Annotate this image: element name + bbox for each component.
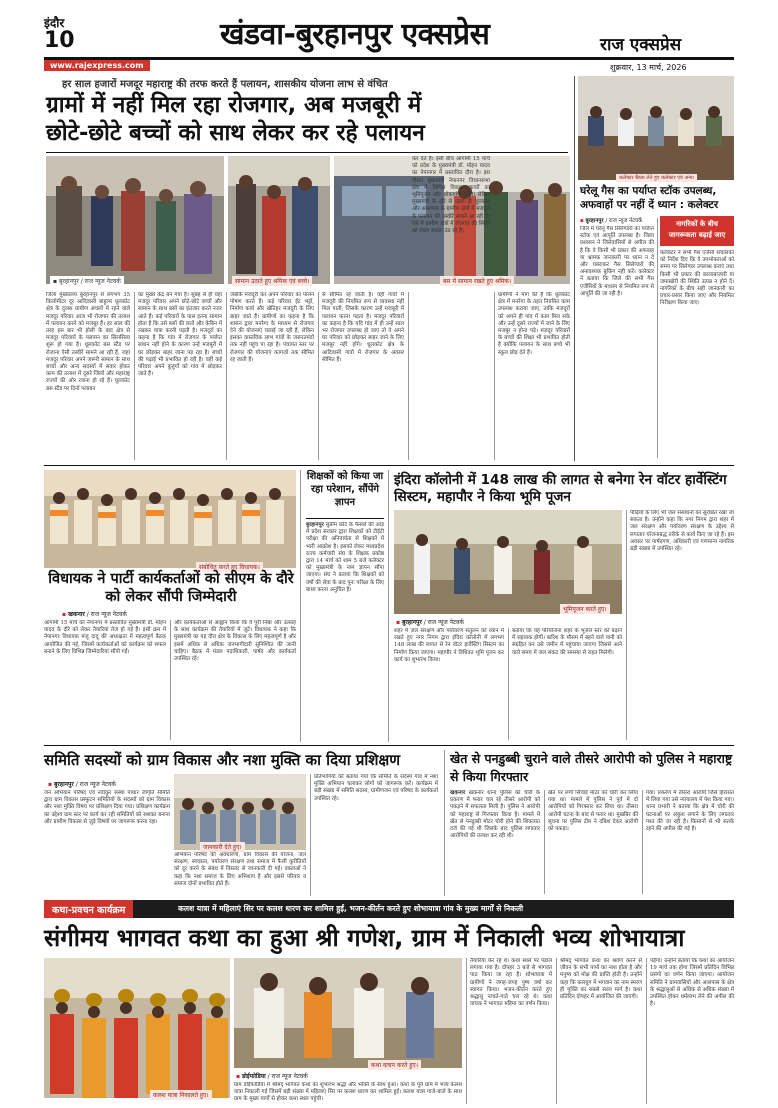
katha-byline: ▪ डोईफोडिया / राज न्यूज नेटवर्क bbox=[236, 1073, 308, 1080]
mla-col-2: और कार्यकर्ताओं से आह्वान किया कि वे पूरी निष्ठा और उत्साह के साथ कार्यक्रम की तैयारियों में जुटें। विधायक ने कहा कि मुख्यमंत्री का यह दौरा क्षेत्र के विकास के लिए महत्वपूर्ण है और इसमें अधिक से अधिक जनभागीदारी सुनिश्चित की जानी चाहिए। बैठक में मंडल पदाधिकारी, पार्षद और कार्यकर्ता उपस्थित रहे। bbox=[174, 620, 296, 663]
mla-byline: ▪ खकनार / राज न्यूज नेटवर्क bbox=[62, 611, 127, 618]
indira-byline-network: राज न्यूज नेटवर्क bbox=[427, 619, 464, 626]
katha-headline: संगीमय भागवत कथा का हुआ श्री गणेश, ग्राम में निकाली भव्य शोभायात्रा bbox=[44, 924, 685, 952]
samiti-headline: समिति सदस्यों को ग्राम विकास और नशा मुक्ति का दिया प्रशिक्षण bbox=[44, 751, 401, 769]
katha-col-1: ग्राम डोईफोडिया में श्रीमद् भागवत कथा का शुभारंभ श्रद्धा और भक्ति के साथ हुआ। कथा के पूर्व ग्राम में भव्य कलश यात्रा निकाली गई जिसमें बड़ी संख्या में महिलाएं सिर पर कलश धारण कर शामिल हुईं। कलश यात्रा गाजे-बाजे के साथ ग्राम के मुख्य मार्गों से होकर कथा स्थल पहुंची। bbox=[234, 1082, 462, 1103]
katha-divider-2 bbox=[556, 958, 557, 1104]
city-label: इंदौर bbox=[44, 16, 65, 30]
lead-col-1: जिला मुख्यालय बुरहानपुर से लगभग 35 किलोमीटर दूर आदिवासी बाहुल्य धूलकोट क्षेत्र के दुरस्थ ग्रामीण अंचलों में रहने वाले मजदूर परिवार आज भी रोजगार की तलाश में पलायन करने को मजबूर हैं। हर साल की तरह इस बार भी होली के बाद क्षेत्र से मजदूर परिवारों के पलायन का सिलसिला शुरू हो गया है। धूलकोट बस स्टैंड पर रोजाना ऐसी तस्वीरें सामने आ रही हैं, जहां मजदूर परिवार अपने जरूरी सामान के साथ बच्चों और अन्य सदस्यों में सवार होकर काम की तलाश में दूसरे जिलों और महाराष्ट्र राज्यों की ओर रवाना हो रहे हैं। धूलकोट बस स्टैंड पर दिनों पलायन bbox=[46, 292, 130, 392]
gas-photo-caption: कलेक्टर बैठक लेते हुए कलेक्टर एवं अन्य। bbox=[616, 174, 697, 182]
mla-photo bbox=[44, 470, 296, 568]
website[interactable]: www.rajexpress.com bbox=[44, 60, 150, 71]
katha-photo-2 bbox=[234, 958, 462, 1068]
lead-divider-5 bbox=[494, 292, 495, 460]
indira-photo bbox=[394, 510, 622, 614]
gas-photo bbox=[578, 76, 734, 180]
mla-photo-caption: संबोधित करते हुए विधायक। bbox=[196, 562, 263, 572]
lead-col-6: ग्रामीणों ने मांग की है कि धूलकोट क्षेत्र में मनरेगा के तहत नियमित काम उपलब्ध कराया जाए, ताकि मजदूरों को अपने ही गांव में काम मिल सके और उन्हें दूसरे राज्यों में जाने के लिए मजबूर न होना पड़े। मजदूर परिवारों के बच्चों की शिक्षा भी प्रभावित होती है क्योंकि पलायन के साथ बच्चे भी स्कूल छोड़ देते हैं। bbox=[498, 292, 570, 356]
samiti-photo-caption: जानकारी देते हुए। bbox=[200, 842, 245, 852]
teachers-place: बुरहानपुर bbox=[306, 522, 324, 528]
lead-headline bbox=[46, 93, 571, 146]
samiti-byline-network: राज न्यूज नेटवर्क bbox=[79, 781, 116, 788]
indira-byline: ▪ बुरहानपुर / राज न्यूज नेटवर्क bbox=[396, 619, 464, 626]
indira-col-1: शहर में जल संरक्षण और पर्यावरण संतुलन को ध्यान में रखते हुए नगर निगम द्वारा इंदिरा कॉलोनी में लगभग 148 लाख की लागत से रेन वॉटर हार्वेस्टिंग सिस्टम का निर्माण किया जाएगा। महापौर ने विधिवत भूमि पूजन कर कार्य का शुभारंभ किया। bbox=[394, 628, 504, 663]
gas-byline-place: बुरहानपुर bbox=[585, 218, 604, 224]
section-rule-1 bbox=[44, 465, 734, 466]
mla-divider bbox=[170, 620, 171, 740]
lead-kicker: हर साल हजारों मजदूर महाराष्ट्र की तरफ करते हैं पलायन, शासकीय योजना लाभ से वंचित bbox=[62, 79, 388, 90]
pump-headline: खेत से पनडुब्बी चुराने वाले तीसरे आरोपी को पुलिस ने महाराष्ट्र से किया गिरफ्तार bbox=[450, 751, 733, 784]
katha-kicker: कलश यात्रा में महिलाएं सिर पर कलश धारण कर शामिल हुईं, भजन-कीर्तन करते हुए शोभायात्रा गांव के मुख्य मार्गों से निकली bbox=[178, 904, 524, 913]
indira-col-3: पीढ़ियों के लिए भी जल संसाधनों को सुरक्षित रखा जा सकता है। उन्होंने कहा कि नगर निगम द्वारा शहर में जल संरक्षण और पर्यावरण संरक्षण के उद्देश्य से लगातार योजनाबद्ध तरीके से कार्य किए जा रहे हैं। इस अवसर पर पार्षदगण, अधिकारी एवं गणमान्य नागरिक बड़ी संख्या में उपस्थित रहे। bbox=[630, 510, 734, 553]
indira-byline-marker: ▪ bbox=[396, 619, 401, 626]
lead-headline-line1: ग्रामों में नहीं मिल रहा रोजगार, अब मजबूरी में bbox=[46, 92, 422, 118]
teachers-indira-divider bbox=[388, 470, 389, 742]
gas-headline: घरेलू गैस का पर्याप्त स्टॉक उपलब्ध, अफवाहों पर नहीं दें ध्यान : कलेक्टर bbox=[580, 185, 719, 211]
lead-photo-2 bbox=[228, 156, 330, 284]
masthead bbox=[0, 0, 778, 60]
samiti-col-3: प्रतिभागियों को बताया गया कि समिति के सदस्य गांव में नशा मुक्ति अभियान चलाकर लोगों को जागरूक करें। कार्यक्रम में बड़ी संख्या में समिति सदस्य, ग्रामीणजन एवं परिषद के कार्यकर्ता उपस्थित रहे। bbox=[314, 774, 438, 802]
lead-credit-place: बुरहानपुर bbox=[58, 278, 79, 285]
lead-credit-network: राज न्यूज नेटवर्क bbox=[84, 278, 121, 285]
lead-col-3: जबकि मजदूरी कर अपने परिवार का पालन पोषण करते हैं। कई परिवार ईंट भट्टों, निर्माण कार्य और खेतिहर मजदूरी के लिए बाहर जाते हैं। ग्रामीणों का कहना है कि शासन द्वारा मनरेगा के माध्यम से रोजगार देने की योजनाएं चलाई जा रही हैं, लेकिन इसका वास्तविक लाभ गांवों के जरूरतमंदों तक नहीं पहुंच पा रहा है। पंचायत स्तर पर रोजगार की योजनाएं कागजों तक सीमित रह जाती हैं। bbox=[230, 292, 314, 363]
samiti-col-2: अभियान परिषद की अवधारणा, ग्राम विकास की योजना, जल संरक्षण, स्वच्छता, पर्यावरण संरक्षण तथा समाज में फैली कुरीतियों को दूर करने के संबंध में विस्तार से जानकारी दी गई। वक्ताओं ने कहा कि नशा समाज के लिए अभिशाप है और इससे परिवार व समाज दोनों प्रभावित होते हैं। bbox=[174, 852, 306, 887]
lead-col-5: कर देते हैं। इसी बीच आगामी 15 मार्च को प्रदेश के मुख्यमंत्री डॉ. मोहन यादव का नेपानगर में प्रस्तावित दौरा है। इस दौरान मुख्यमंत्री नेपानगर विधानसभा क्षेत्र में विभिन्न विकास कार्यों का भूमिपूजन और लोकार्पण करेंगे। लेकिन मुख्यमंत्री के दौरे से पहले ही धूलकोट और आसपास के ग्रामीण क्षेत्रों में मजदूरों के पलायन की तस्वीरें सामने आ रही हैं। ऐसे में ग्रामीण क्षेत्रों में रोजगार की स्थिति को लेकर सवाल उठ रहे हैं। bbox=[412, 156, 490, 235]
katha-col-4: पड़ेगा। उन्होंने बताया कि कथा का आयोजन 19 मार्च तक होगा जिसमें प्रतिदिन विभिन्न प्रसंगों का वर्णन किया जाएगा। आयोजन समिति ने ग्रामवासियों और आसपास के क्षेत्र के श्रद्धालुओं से अधिक से अधिक संख्या में उपस्थित होकर धर्मलाभ लेने की अपील की है। bbox=[650, 958, 734, 1008]
teachers-body: सुप्रीम कोर्ट के फैसले की आड़ में प्रदेश सरकार द्वारा शिक्षकों को टीईटी परीक्षा की अनिवार्यता से शिक्षकों में भारी आक्रोश है। इसको लेकर मध्यप्रदेश राज्य कर्मचारी संघ के शिक्षक प्रकोष्ठ द्वारा 14 मार्च को शाम 5 बजे कलेक्टर को मुख्यमंत्री के नाम ज्ञापन सौंपा जाएगा। संघ ने बताया कि शिक्षकों को वर्षों की सेवा के बाद पुनः परीक्षा के लिए बाध्य करना अनुचित है। bbox=[306, 522, 384, 593]
lead-headline-line2: छोटे-छोटे बच्चों को साथ लेकर कर रहे पलायन bbox=[46, 120, 425, 147]
indira-headline: इंदिरा कॉलोनी में 148 लाख की लागत से बनेगा रेन वॉटर हार्वेस्टिंग सिस्टम, महापौर ने किया भूमि पूजन bbox=[394, 472, 727, 505]
mla-headline: विधायक ने पार्टी कार्यकर्ताओं को सीएम के दौरे को लेकर सौंपी जिम्मेदारी bbox=[48, 571, 294, 605]
pump-col-1 bbox=[450, 790, 540, 896]
lead-divider-2 bbox=[226, 292, 227, 460]
mla-byline-network: राज न्यूज नेटवर्क bbox=[90, 611, 127, 618]
teachers-rule bbox=[306, 518, 384, 519]
mla-teachers-divider bbox=[300, 470, 301, 742]
right-column-divider bbox=[574, 76, 575, 461]
gas-kicker: नागरिकों के बीच जागरूकता बढ़ाई जाए bbox=[668, 220, 726, 239]
mla-byline-place: खकनार bbox=[68, 611, 85, 618]
pump-place: खकनार bbox=[450, 790, 466, 796]
mla-photo-image bbox=[44, 470, 296, 568]
katha-col-2: तैयारियां कर रहे थे। कथा स्थल पर पंडाल लगाया गया है। दोपहर 3 बजे से भागवत पाठ किया जा रहा है। शोभायात्रा में ग्रामीणों ने जगह-जगह पुष्प वर्षा कर स्वागत किया। भजन-कीर्तन करते हुए श्रद्धालु नाचते-गाते चल रहे थे। कथा वाचक ने भागवत महिमा का वर्णन किया। bbox=[470, 958, 552, 1008]
katha-divider-1 bbox=[466, 958, 467, 1104]
section-title: खंडवा-बुरहानपुर एक्सप्रेस bbox=[220, 17, 490, 52]
lead-col-4: से सीमित रह जाती हैं। वहीं गांवों में मजदूरी की नियमित रूप से व्यवस्था नहीं मिल पाती, जिसके कारण उन्हें मजबूरी में पलायन करना पड़ता है। मजदूर परिवारों का कहना है कि यदि गांव में ही उन्हें साल भर रोजगार उपलब्ध हो जाए तो वे अपने घर परिवार को छोड़कर बाहर जाने के लिए मजबूर नहीं होंगे। धूलकोट क्षेत्र के आदिवासी गांवों में रोजगार के अवसर सीमित हैं। bbox=[322, 292, 404, 363]
lead-divider-3 bbox=[318, 292, 319, 460]
indira-col-2: बताया कि यह परियोजना शहर के भूजल स्तर को बढ़ाने में सहायक होगी। बारिश के मौसम में बहने वाले पानी को संग्रहित कर उसे जमीन में पहुंचाया जाएगा जिससे आने वाले समय में जल संकट की समस्या से राहत मिलेगी। bbox=[512, 628, 622, 656]
katha-byline-marker: ▪ bbox=[236, 1073, 241, 1080]
lead-photo-1-credit: ▪ बुरहानपुर / राज न्यूज नेटवर्क bbox=[50, 276, 124, 286]
brand-logo: राज एक्सप्रेस bbox=[600, 35, 682, 55]
lead-photo-1-image bbox=[46, 156, 224, 284]
gas-col-2: कलेक्टर ने सभी गैस एजेंसी संचालकों को निर्देश दिए कि वे उपभोक्ताओं को समय पर सिलेण्डर उपलब्ध कराएं तथा किसी भी प्रकार की कालाबाजारी या जमाखोरी की स्थिति उत्पन्न न होने दें। नागरिकों के बीच सही जानकारी का प्रचार-प्रसार किया जाए और नियमित निरीक्षण किया जाए। bbox=[660, 250, 734, 307]
section-rule-2 bbox=[44, 745, 734, 746]
katha-photo-1-caption: कलश यात्रा निकालते हुए। bbox=[150, 1090, 212, 1100]
gas-col-1: जिले में घरेलू गैस सिलेण्डरों का पर्याप्त स्टॉक एवं आपूर्ति उपलब्ध है। जिला प्रशासन ने जिलेवासियों से अपील की है कि वे किसी भी प्रकार की अफवाह या भ्रामक जानकारी पर ध्यान न दें और घबराकर गैस सिलेण्डरों की अनावश्यक बुकिंग नहीं करें। कलेक्टर ने बताया कि जिले की सभी गैस एजेंसियों के माध्यम से नियमित रूप से आपूर्ति की जा रही है। bbox=[580, 226, 654, 297]
samiti-pump-divider bbox=[444, 750, 445, 896]
lead-rule bbox=[46, 152, 568, 153]
teachers-col bbox=[306, 522, 384, 742]
katha-photo-1-image bbox=[44, 958, 230, 1098]
pump-divider-2 bbox=[642, 790, 643, 894]
lead-divider-4 bbox=[408, 292, 409, 460]
mla-col-1: आगामी 15 मार्च को नेपानगर में प्रस्तावित मुख्यमंत्री डॉ. मोहन यादव के दौरे को लेकर तैयारियां तेज हो गई हैं। इसी क्रम में नेपानगर विधायक मंजू दादू की अध्यक्षता में महत्वपूर्ण बैठक आयोजित की गई, जिसमें कार्यकर्ताओं को कार्यक्रम को सफल बनाने के लिए विभिन्न जिम्मेदारियां सौंपी गईं। bbox=[44, 620, 166, 655]
samiti-byline-place: बुरहानपुर bbox=[54, 781, 74, 788]
katha-band-label: कथा-प्रवचन कार्यक्रम bbox=[44, 900, 133, 918]
indira-photo-image bbox=[394, 510, 622, 614]
samiti-col-1: जन अभियान परिषद एवं नवांकुर संस्था पांधार जागृति समिति द्वारा ग्राम विकास प्रस्फुटन समितियों के सदस्यों को ग्राम विकास और नशा मुक्ति विषय पर प्रशिक्षण दिया गया। प्रशिक्षण कार्यक्रम का उद्देश्य ग्राम स्तर पर कार्य कर रही समितियों को सशक्त बनाना और ग्रामीण विकास से जुड़े विषयों पर जागरूक करना रहा। bbox=[44, 790, 170, 825]
pump-body-1: खकनार थाना पुलिस को चोरी के प्रकरण में फरार चल रहे तीसरे आरोपी को पकड़ने में सफलता मिली है। पुलिस ने आरोपी को महाराष्ट्र से गिरफ्तार किया है। मामले में खेत से पनडुब्बी मोटर चोरी होने की शिकायत दर्ज की गई थी जिसके बाद पुलिस लगातार आरोपियों की तलाश कर रही थी। bbox=[450, 790, 540, 840]
teachers-headline: शिक्षकों को किया जा रहा परेशान, सौंपेंगे ज्ञापन bbox=[306, 471, 384, 508]
gas-photo-image bbox=[578, 76, 734, 180]
katha-photo-2-image bbox=[234, 958, 462, 1068]
katha-divider-3 bbox=[646, 958, 647, 1104]
lead-photo-2-caption: सामान उठाते हुए श्रमिक एवं बच्चे। bbox=[232, 276, 312, 286]
indira-divider-1 bbox=[508, 628, 509, 740]
katha-photo-1 bbox=[44, 958, 230, 1098]
lead-col-2: का मुख्य केंद्र बन गया है। सुबह से ही यहां मजदूर परिवार अपने छोटे-छोटे बच्चों और सामान के साथ बसों का इंतजार करते नजर आते हैं। कई परिवारों के पास इतना सामान होता है कि उसे बसों की छतों और केबिन में रखकर यात्रा करनी पड़ती है। मजदूरों का कहना है कि गांव में रोजगार के पर्याप्त साधन नहीं होने के कारण उन्हें मजबूरी में घर छोड़कर बाहर जाना पड़ रहा है। बच्चों की पढ़ाई भी प्रभावित हो रही है। वहीं कई परिवार अपने बुजुर्गों को गांव में छोड़कर जाते हैं। bbox=[138, 292, 222, 378]
lead-divider-1 bbox=[134, 292, 135, 460]
date-line: शुक्रवार, 13 मार्च, 2026 bbox=[610, 63, 687, 72]
indira-divider-2 bbox=[626, 510, 627, 740]
gas-kicker-box bbox=[660, 216, 734, 246]
samiti-photo bbox=[174, 774, 306, 850]
mla-byline-marker: ▪ bbox=[62, 611, 67, 618]
samiti-divider bbox=[310, 774, 311, 896]
katha-photo-2-caption: कथा वाचन करते हुए। bbox=[368, 1060, 421, 1070]
samiti-byline-marker: ▪ bbox=[48, 781, 53, 788]
gas-divider bbox=[657, 218, 658, 458]
samiti-photo-image bbox=[174, 774, 306, 850]
indira-photo-caption: भूमिपूजन करते हुए। bbox=[560, 604, 610, 614]
gas-byline-marker: ▪ bbox=[580, 218, 584, 224]
katha-byline-place: डोईफोडिया bbox=[242, 1073, 266, 1080]
pump-divider-1 bbox=[544, 790, 545, 894]
samiti-byline: ▪ बुरहानपुर / राज न्यूज नेटवर्क bbox=[48, 781, 116, 788]
katha-col-3: श्रीमद् भागवत कथा का श्रवण करने से जीवन के सभी पापों का नाश होता है और मनुष्य को मोक्ष की प्राप्ति होती है। उन्होंने कहा कि कलयुग में भगवान का नाम स्मरण ही मुक्ति का सबसे सरल मार्ग है। कथा प्रतिदिन दोपहर में आयोजित की जाएगी। bbox=[560, 958, 642, 1001]
pump-col-2: खेत पर लगी सिंचाई मोटर को चोरी कर लिया गया था। मामले में पुलिस ने पूर्व में दो आरोपियों को गिरफ्तार कर लिया था। तीसरा आरोपी घटना के बाद से फरार था। मुखबिर की सूचना पर पुलिस टीम ने दबिश देकर आरोपी को पकड़ा। bbox=[548, 790, 638, 833]
gas-byline: ▪ बुरहानपुर / राज न्यूज नेटवर्क bbox=[580, 218, 643, 224]
gas-byline-network: राज न्यूज नेटवर्क bbox=[609, 218, 643, 224]
page-number: 10 bbox=[44, 28, 75, 53]
katha-byline-network: राज न्यूज नेटवर्क bbox=[271, 1073, 308, 1080]
lead-photo-2-image bbox=[228, 156, 330, 284]
indira-byline-place: बुरहानपुर bbox=[402, 619, 422, 626]
pump-col-3: गया। प्रकरण में तीसरा आरोपी जिसे हिरासत में लिया गया उसे न्यायालय में पेश किया गया। थाना प्रभारी ने बताया कि क्षेत्र में चोरी की घटनाओं पर अंकुश लगाने के लिए लगातार गश्त की जा रही है। किसानों से भी सतर्क रहने की अपील की गई है। bbox=[646, 790, 734, 833]
lead-photo-3-caption: बस में सामान रखते हुए श्रमिक। bbox=[440, 276, 514, 286]
lead-photo-1 bbox=[46, 156, 224, 284]
